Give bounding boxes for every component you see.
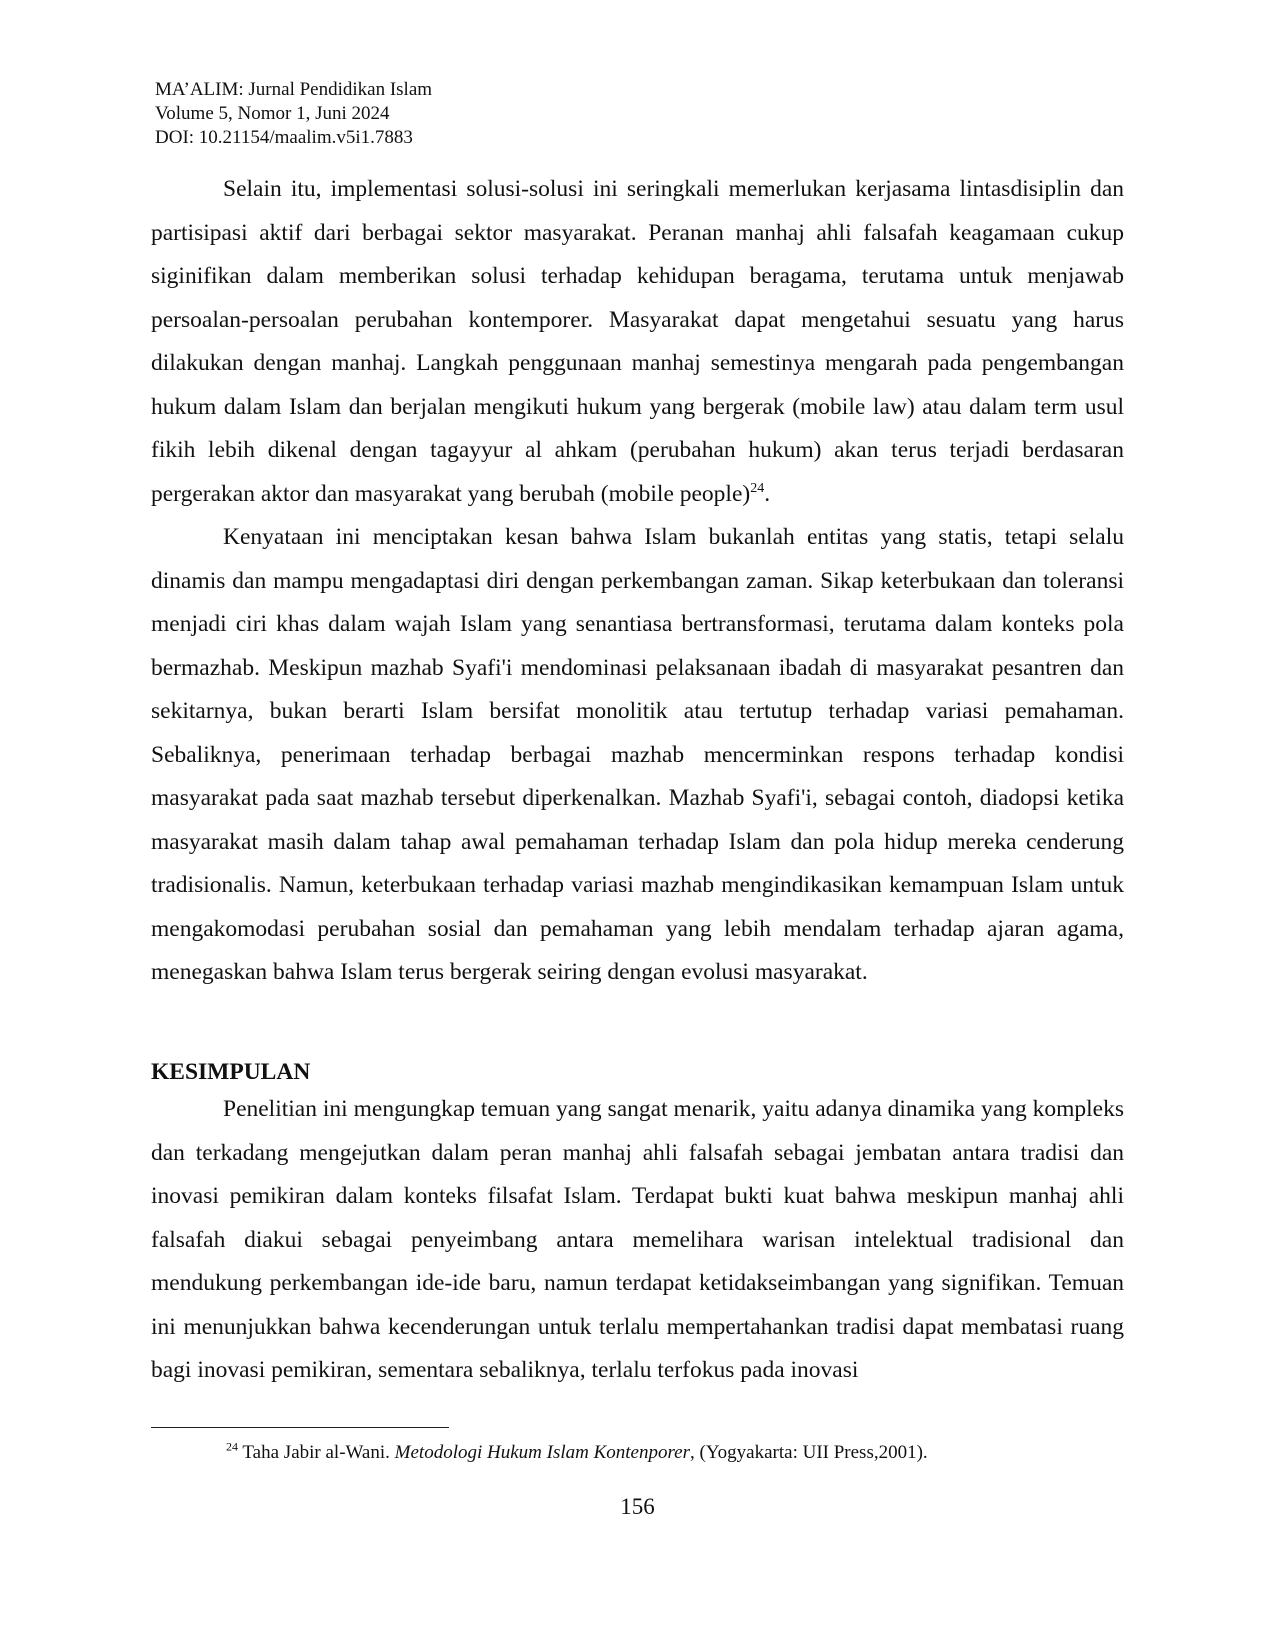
paragraph-2-text: Kenyataan ini menciptakan kesan bahwa Islam bukanlah entitas yang statis, tetapi selalu dinamis dan mampu mengadaptasi diri dengan perkembangan zaman. Sikap keterbukaan dan toleransi menjadi ciri khas dalam wajah Islam yang senantiasa bertransformasi, terutama dalam konteks pola bermazhab. Meskipun mazhab Syafi'i mendominasi pelaksanaan ibadah di masyarakat pesantren dan sekitarnya, bukan berarti Islam bersifat monolitik atau tertutup terhadap variasi pemahaman. Sebaliknya, penerimaan terhadap berbagai mazhab mencerminkan respons terhadap kondisi masyarakat pada saat mazhab tersebut diperkenalkan. Mazhab Syafi'i, sebagai contoh, diadopsi ketika masyarakat masih dalam tahap awal pemahaman terhadap Islam dan pola hidup mereka cenderung tradisionalis. Namun, keterbukaan terhadap variasi mazhab mengindikasikan kemampuan Islam untuk mengakomodasi perubahan sosial dan pemahaman yang lebih mendalam terhadap ajaran agama, menegaskan bahwa Islam terus bergerak seiring dengan evolusi masyarakat.	[151, 524, 1124, 985]
body-paragraph-1	[151, 168, 1124, 516]
paragraph-3-text: Penelitian ini mengungkap temuan yang sangat menarik, yaitu adanya dinamika yang kompleks dan terkadang mengejutkan dalam peran manhaj ahli falsafah sebagai jembatan antara tradisi dan inovasi pemikiran dalam konteks filsafat Islam. Terdapat bukti kuat bahwa meskipun manhaj ahli falsafah diakui sebagai penyeimbang antara memelihara warisan intelektual tradisional dan mendukung perkembangan ide-ide baru, namun terdapat ketidakseimbangan yang signifikan. Temuan ini menunjukkan bahwa kecenderungan untuk terlalu mempertahankan tradisi dapat membatasi ruang bagi inovasi pemikiran, sementara sebaliknya, terlalu terfokus pada inovasi	[151, 1096, 1124, 1383]
footnote-divider	[151, 1427, 449, 1428]
footnote-number: 24	[226, 1439, 238, 1454]
running-header	[155, 78, 432, 150]
paragraph-1-end: .	[764, 480, 771, 507]
footnote	[226, 1441, 928, 1465]
footnote-author: Taha Jabir al-Wani.	[238, 1442, 395, 1463]
footnote-title: Metodologi Hukum Islam Kontenporer	[394, 1442, 691, 1463]
footnote-reference[interactable]: 24	[750, 480, 765, 496]
paragraph-1-text: Selain itu, implementasi solusi-solusi ini seringkali memerlukan kerjasama lintasdisiplin dan partisipasi aktif dari berbagai sektor masyarakat. Peranan manhaj ahli falsafah keagamaan cukup siginifikan dalam memberikan solusi terhadap kehidupan beragama, terutama untuk menjawab persoalan-persoalan perubahan kontemporer. Masyarakat dapat mengetahui sesuatu yang harus dilakukan dengan manhaj. Langkah penggunaan manhaj semestinya mengarah pada pengembangan hukum dalam Islam dan berjalan mengikuti hukum yang bergerak (mobile law) atau dalam term usul fikih lebih dikenal dengan tagayyur al ahkam (perubahan hukum) akan terus terjadi berdasaran pergerakan aktor dan masyarakat yang berubah (mobile people)	[151, 176, 1124, 507]
body-paragraph-2	[151, 516, 1124, 995]
journal-doi: DOI: 10.21154/maalim.v5i1.7883	[155, 127, 413, 148]
journal-title: MA’ALIM: Jurnal Pendidikan Islam	[155, 79, 433, 100]
journal-volume: Volume 5, Nomor 1, Juni 2024	[155, 103, 390, 124]
footnote-publication: , (Yogyakarta: UII Press,2001).	[690, 1442, 928, 1463]
section-heading: KESIMPULAN	[151, 1059, 311, 1085]
page-number: 156	[620, 1494, 655, 1519]
body-paragraph-3	[151, 1088, 1124, 1393]
